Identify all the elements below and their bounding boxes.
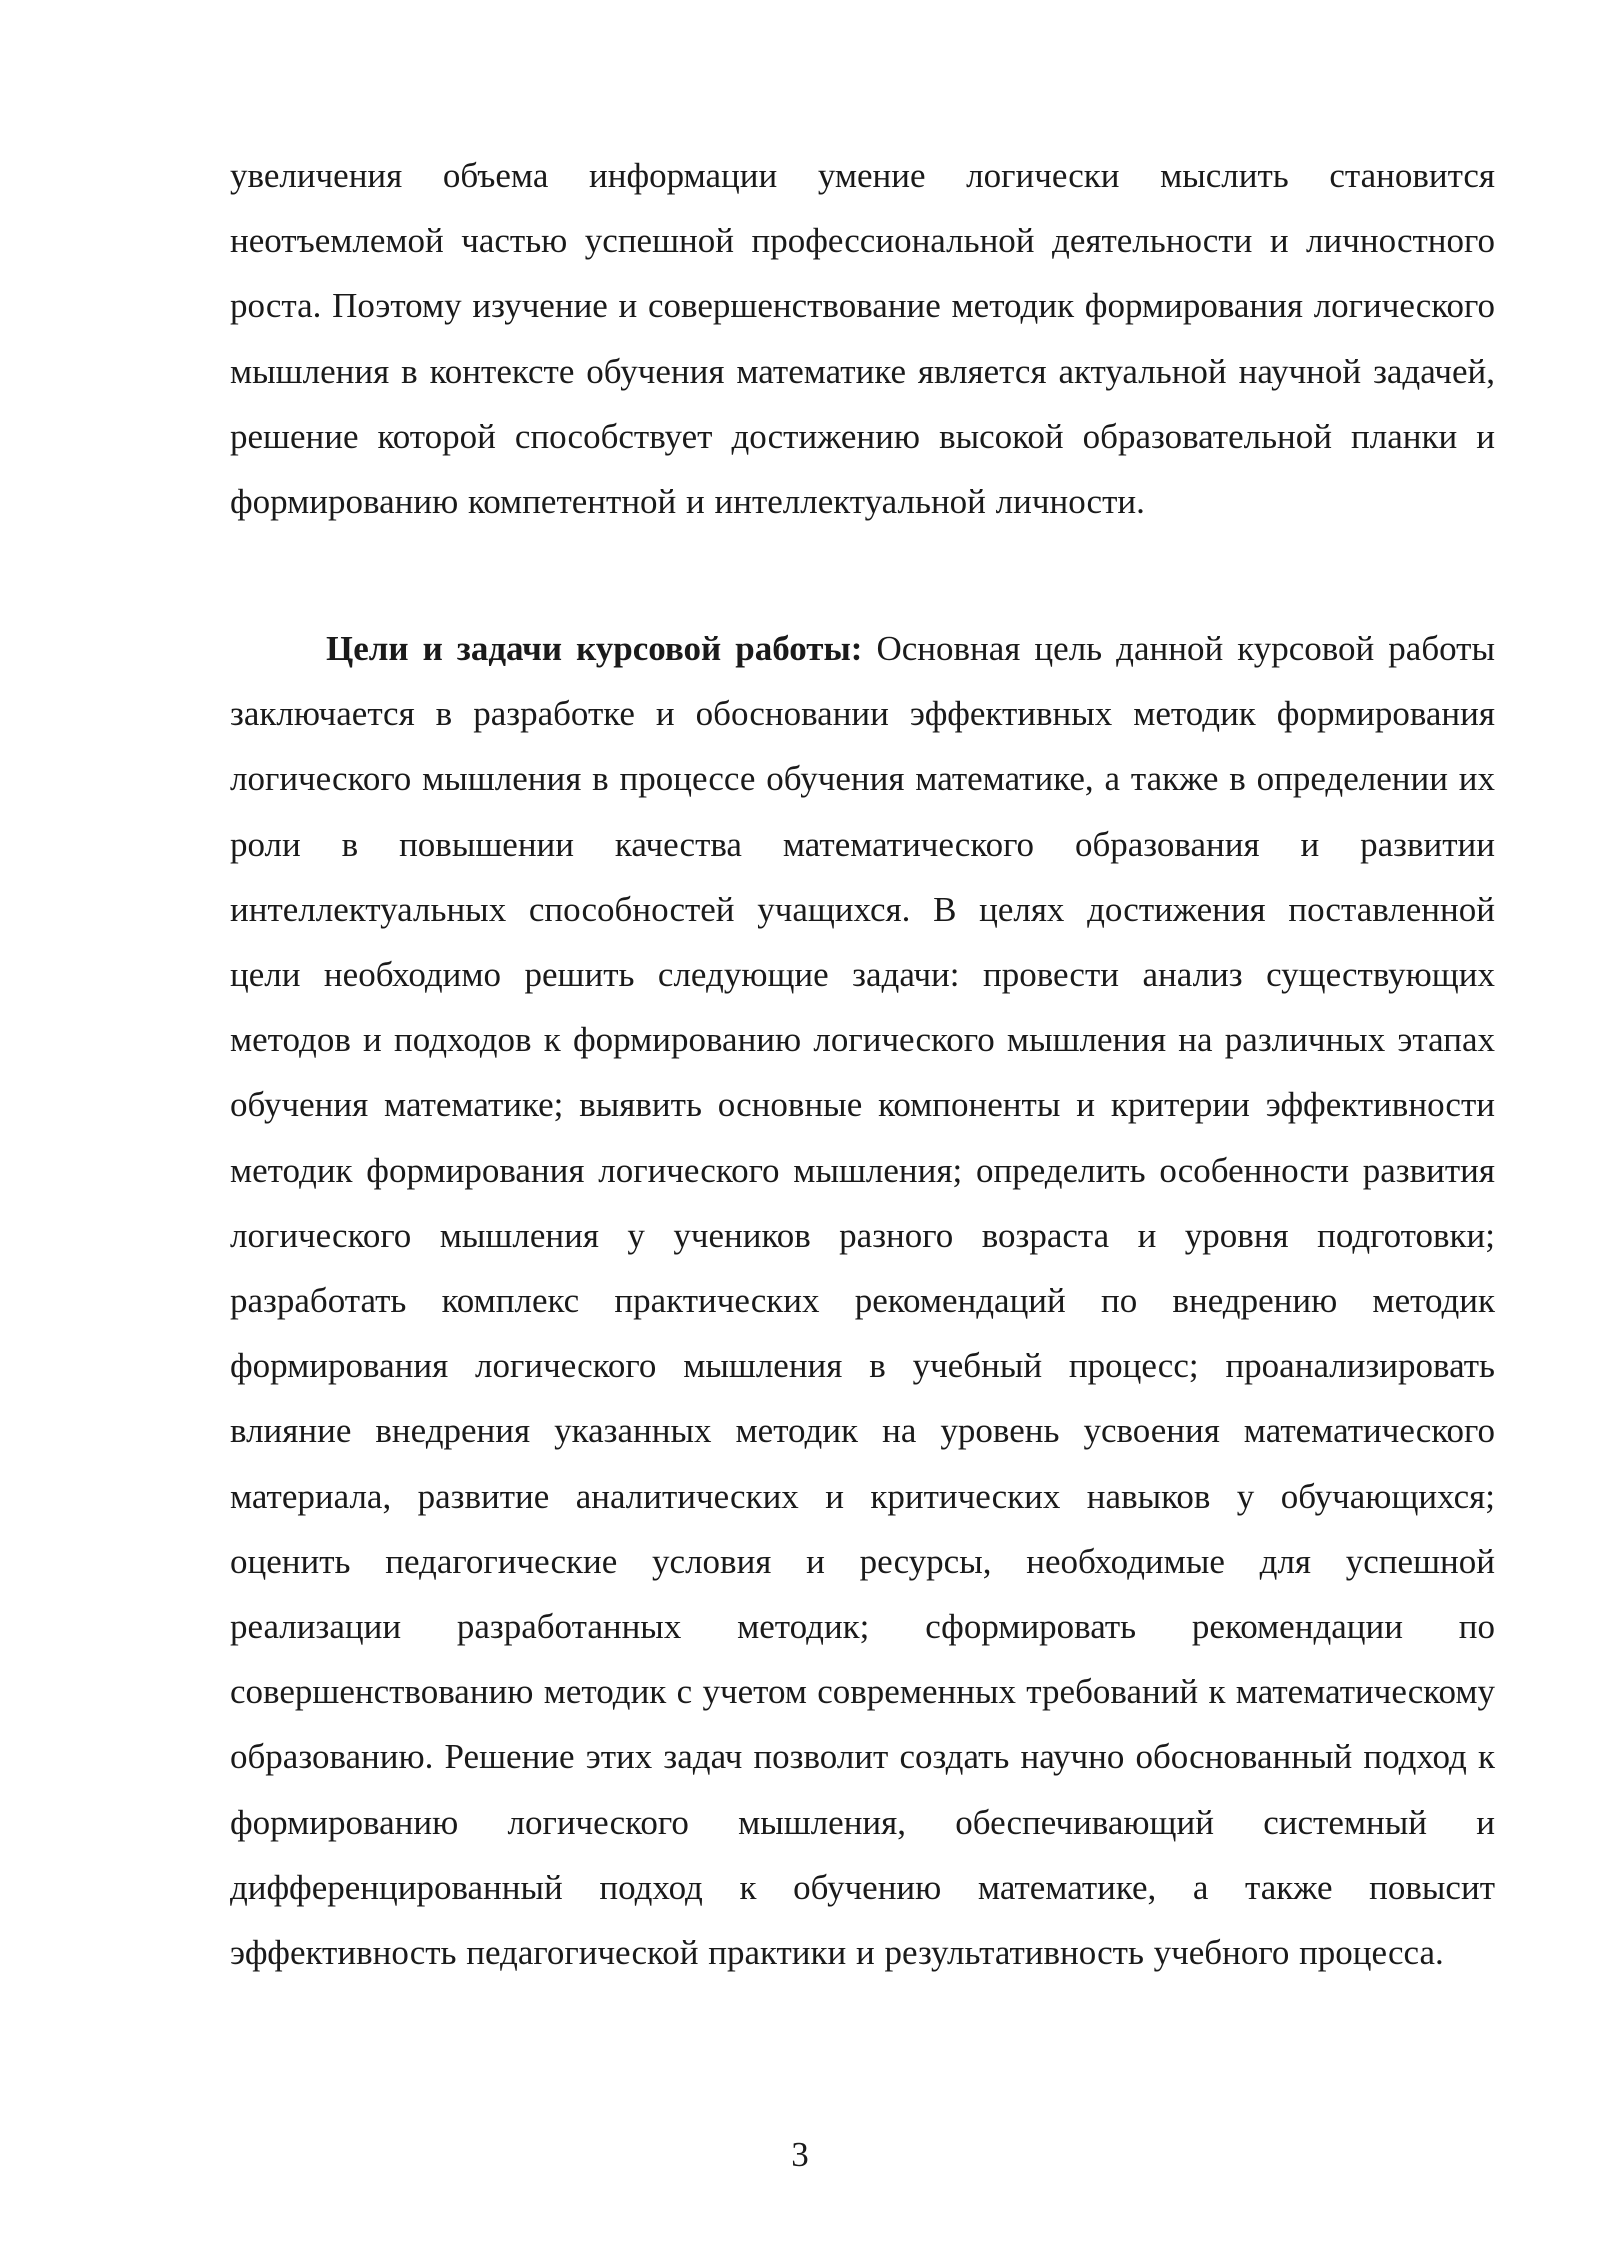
goals-body-text: Основная цель данной курсовой работы заключается в разработке и обосновании эффективных методик формирования логического мышления в процессе обучения математике, а также в определении их роли в повышении качества математического образования и развитии интеллектуальных способностей учащихся. В целях достижения поставленной цели необходимо решить следующие задачи: провести анализ существующих методов и подходов к формированию логического мышления на различных этапах обучения математике; выявить основные компоненты и критерии эффективности методик формирования логического мышления; определить особенности развития логического мышления у учеников разного возраста и уровня подготовки; разработать комплекс практических рекомендаций по внедрению методик формирования логического мышления в учебный процесс; проанализировать влияние внедрения указанных методик на уровень усвоения математического материала, развитие аналитических и критических навыков у обучающихся; оценить педагогические условия и ресурсы, необходимые для успешной реализации разработанных методик; сформировать рекомендации по совершенствованию методик с учетом современных требований к математическому образованию. Решение этих задач позволит создать научно обоснованный подход к формированию логического мышления, обеспечивающий системный и дифференцированный подход к обучению математике, а также повысит эффективность педагогической практики и результативность учебного процесса.: [230, 629, 1495, 1973]
page-number: 3: [791, 2135, 809, 2174]
body-paragraph-goals: [230, 616, 1495, 1985]
goals-heading: Цели и задачи курсовой работы:: [326, 629, 863, 668]
body-paragraph-continuation: увеличения объема информации умение логически мыслить становится неотъемлемой частью успешной профессиональной деятельности и личностного роста. Поэтому изучение и совершенствование методик формирования логического мышления в контексте обучения математике является актуальной научной задачей, решение которой способствует достижению высокой образовательной планки и формированию компетентной и интеллектуальной личности.: [230, 156, 1495, 522]
